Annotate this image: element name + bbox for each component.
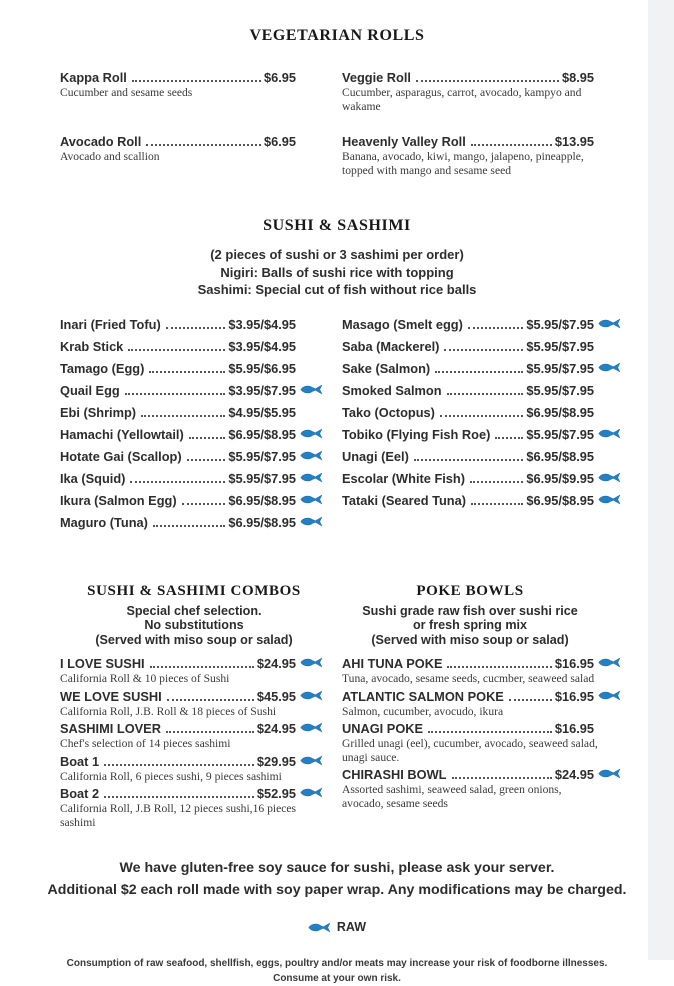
menu-item-description: Chef's selection of 14 pieces sashimi xyxy=(60,737,231,750)
section-title-poke: POKE BOWLS xyxy=(416,582,524,599)
raw-fish-icon xyxy=(598,362,621,373)
menu-item-line xyxy=(60,383,328,398)
menu-item xyxy=(342,427,626,449)
menu-item-price: $6.95/$8.95 xyxy=(228,492,296,508)
menu-item-name: Inari (Fried Tofu) xyxy=(60,316,161,332)
menu-item xyxy=(60,70,328,113)
sushi-list-right xyxy=(342,317,626,537)
menu-item-name: Kappa Roll xyxy=(60,70,127,85)
menu-item xyxy=(60,656,328,686)
menu-item xyxy=(60,786,328,829)
combos-items xyxy=(60,656,328,829)
menu-item-name: Tamago (Egg) xyxy=(60,360,145,376)
sushi-sashimi-notes xyxy=(0,246,674,299)
raw-fish-icon xyxy=(598,657,621,668)
raw-marker-slot xyxy=(296,494,328,505)
raw-marker-slot xyxy=(296,450,328,461)
dotted-leader xyxy=(444,349,523,351)
dotted-leader xyxy=(414,459,524,461)
raw-fish-icon xyxy=(598,318,621,329)
dotted-leader xyxy=(141,415,225,417)
dotted-leader xyxy=(509,699,552,701)
dotted-leader xyxy=(132,80,261,82)
menu-item-line xyxy=(342,339,626,354)
menu-item-price: $16.95 xyxy=(554,688,594,704)
raw-fish-icon xyxy=(300,472,323,483)
raw-fish-icon xyxy=(598,428,621,439)
raw-marker-slot xyxy=(594,318,626,329)
menu-item-name: Maguro (Tuna) xyxy=(60,514,148,530)
menu-item-line xyxy=(342,427,626,442)
dotted-leader xyxy=(166,731,254,733)
menu-item-price: $6.95 xyxy=(263,134,296,149)
dotted-leader xyxy=(468,327,524,329)
raw-fish-icon xyxy=(300,450,323,461)
menu-item-price: $5.95/$6.95 xyxy=(228,360,296,376)
page-edge-strip xyxy=(648,0,674,960)
menu-item xyxy=(342,339,626,361)
menu-item-price: $29.95 xyxy=(256,753,296,769)
raw-marker-slot xyxy=(296,690,328,701)
dotted-leader xyxy=(167,699,254,701)
menu-item-line xyxy=(60,427,328,442)
menu-item-line xyxy=(342,493,626,508)
menu-item-line xyxy=(342,134,626,149)
menu-item-line xyxy=(342,471,626,486)
menu-item-description: California Roll, J.B. Roll & 18 pieces of Sushi xyxy=(60,704,277,718)
poke-items xyxy=(342,656,626,810)
menu-item-line xyxy=(60,70,328,85)
dotted-leader xyxy=(440,415,523,417)
menu-item xyxy=(60,689,328,719)
dotted-leader xyxy=(447,666,551,668)
menu-item-price: $24.95 xyxy=(256,656,296,671)
menu-item xyxy=(60,339,328,361)
menu-item-price: $5.95/$7.95 xyxy=(526,426,594,442)
raw-fish-icon xyxy=(300,787,323,798)
menu-item xyxy=(60,721,328,751)
note-line: No substitutions xyxy=(144,618,244,632)
menu-item-name: Ika (Squid) xyxy=(60,470,126,486)
menu-item-price: $4.95/$5.95 xyxy=(228,404,296,420)
menu-item-description: Grilled unagi (eel), cucumber, avocado, seaweed salad, unagi sauce. xyxy=(342,737,598,764)
raw-marker-slot xyxy=(296,428,328,439)
menu-item-name: Tako (Octopus) xyxy=(342,404,435,420)
menu-item xyxy=(60,383,328,405)
menu-item xyxy=(60,317,328,339)
dotted-leader xyxy=(104,796,254,798)
dotted-leader xyxy=(150,666,254,668)
menu-item-line xyxy=(60,656,328,671)
dotted-leader xyxy=(428,731,552,733)
raw-fish-icon xyxy=(598,472,621,483)
raw-fish-icon xyxy=(300,722,323,733)
raw-fish-icon xyxy=(300,755,323,766)
menu-item-line xyxy=(342,656,626,671)
raw-marker-slot xyxy=(296,516,328,527)
menu-item xyxy=(60,449,328,471)
section-title-sushi-sashimi: SUSHI & SASHIMI xyxy=(263,217,411,234)
menu-item-line xyxy=(60,339,328,354)
menu-item-name: Boat 2 xyxy=(60,786,100,801)
menu-item-price: $6.95/$8.95 xyxy=(526,448,594,464)
menu-item-name: AHI TUNA POKE xyxy=(342,656,443,671)
dotted-leader xyxy=(189,437,226,439)
poke-column xyxy=(342,537,626,833)
raw-legend xyxy=(0,920,674,934)
menu-item-line xyxy=(60,689,328,704)
dotted-leader xyxy=(104,764,254,766)
raw-marker-slot xyxy=(594,768,626,779)
raw-marker-slot xyxy=(594,428,626,439)
dotted-leader xyxy=(187,459,226,461)
dotted-leader xyxy=(125,393,226,395)
raw-fish-icon xyxy=(300,516,323,527)
note-line: Sushi grade raw fish over sushi rice xyxy=(362,603,578,618)
menu-item-price: $5.95/$7.95 xyxy=(526,316,594,332)
menu-item-line xyxy=(60,317,328,332)
menu-item xyxy=(60,405,328,427)
menu-item-name: Krab Stick xyxy=(60,338,124,354)
menu-item-price: $13.95 xyxy=(554,134,594,149)
dotted-leader xyxy=(166,327,226,329)
menu-item-name: CHIRASHI BOWL xyxy=(342,767,447,782)
menu-item-price: $5.95/$7.95 xyxy=(526,338,594,354)
menu-item xyxy=(342,689,626,719)
menu-item xyxy=(342,767,626,810)
note-line: (Served with miso soup or salad) xyxy=(95,632,293,647)
menu-item-description: California Roll, J.B Roll, 12 pieces sushi,16 pieces sashimi xyxy=(60,802,297,829)
footer-soy-paper-note: Additional $2 each roll made with soy paper wrap. Any modifications may be charged. xyxy=(47,882,627,898)
disclaimer-line-1: Consumption of raw seafood, shellfish, eggs, poultry and/or meats may increase your risk of foodborne illnesses. xyxy=(66,958,608,969)
section-title-combos: SUSHI & SASHIMI COMBOS xyxy=(87,582,301,599)
menu-item-price: $24.95 xyxy=(554,767,594,782)
note-line: Special chef selection. xyxy=(126,603,262,618)
menu-item-price: $52.95 xyxy=(256,786,296,801)
menu-item-line xyxy=(60,471,328,486)
menu-item-line xyxy=(342,361,626,376)
menu-item-line xyxy=(342,767,626,782)
raw-fish-icon xyxy=(300,657,323,668)
menu-item-name: Heavenly Valley Roll xyxy=(342,134,466,149)
note-line: Nigiri: Balls of sushi rice with topping xyxy=(220,264,454,280)
raw-marker-slot xyxy=(296,755,328,766)
menu-item-description: Banana, avocado, kiwi, mango, jalapeno, pineapple, topped with mango and sesame seed xyxy=(342,150,584,177)
menu-item-price: $16.95 xyxy=(554,656,594,671)
dotted-leader xyxy=(447,393,524,395)
dotted-leader xyxy=(495,437,523,439)
poke-notes xyxy=(342,604,598,648)
raw-marker-slot xyxy=(594,472,626,483)
menu-item-price: $6.95/$8.95 xyxy=(526,492,594,508)
menu-item-line xyxy=(342,70,626,85)
dotted-leader xyxy=(153,525,225,527)
menu-item xyxy=(60,754,328,784)
menu-item xyxy=(342,449,626,471)
menu-item xyxy=(342,361,626,383)
disclaimer-block xyxy=(0,956,674,986)
menu-item-line xyxy=(342,383,626,398)
menu-item-price: $6.95/$9.95 xyxy=(526,470,594,486)
combos-column xyxy=(60,537,328,833)
menu-item-line xyxy=(60,449,328,464)
raw-fish-icon xyxy=(308,922,331,933)
menu-item-price: $45.95 xyxy=(256,688,296,704)
menu-item xyxy=(342,317,626,339)
note-line: (2 pieces of sushi or 3 sashimi per order) xyxy=(210,247,464,262)
menu-item-name: SASHIMI LOVER xyxy=(60,721,161,736)
raw-marker-slot xyxy=(594,362,626,373)
menu-item xyxy=(60,471,328,493)
menu-item-description: Assorted sashimi, seaweed salad, green onions, avocado, sesame seeds xyxy=(342,783,562,810)
menu-item-name: Sake (Salmon) xyxy=(342,360,431,376)
menu-item xyxy=(342,493,626,515)
menu-item-price: $5.95/$7.95 xyxy=(228,448,296,464)
dotted-leader xyxy=(128,349,225,351)
menu-item-name: Tataki (Seared Tuna) xyxy=(342,492,466,508)
menu-item-price: $3.95/$4.95 xyxy=(228,338,296,354)
menu-item-line xyxy=(60,134,328,149)
menu-item-price: $8.95 xyxy=(561,70,594,85)
raw-fish-icon xyxy=(300,384,323,395)
menu-item-price: $6.95/$8.95 xyxy=(228,514,296,530)
raw-marker-slot xyxy=(296,384,328,395)
menu-item-line xyxy=(60,754,328,769)
menu-item-price: $6.95/$8.95 xyxy=(526,404,594,420)
raw-marker-slot xyxy=(296,722,328,733)
menu-item-name: Smoked Salmon xyxy=(342,382,442,398)
menu-item xyxy=(342,70,626,113)
menu-item-line xyxy=(342,317,626,332)
menu-item-line xyxy=(60,786,328,801)
menu-item-name: Veggie Roll xyxy=(342,70,411,85)
menu-item xyxy=(342,134,626,177)
dotted-leader xyxy=(182,503,226,505)
menu-item-line xyxy=(60,515,328,530)
menu-item-line xyxy=(342,689,626,704)
menu-item-description: California Roll, 6 pieces sushi, 9 pieces sashimi xyxy=(60,769,282,783)
menu-item-name: Unagi (Eel) xyxy=(342,448,409,464)
menu-item-line xyxy=(342,721,626,736)
menu-item xyxy=(60,427,328,449)
menu-item-name: Hotate Gai (Scallop) xyxy=(60,448,182,464)
menu-item-price: $6.95/$8.95 xyxy=(228,426,296,442)
menu-item-name: UNAGI POKE xyxy=(342,721,424,736)
note-line: Sashimi: Special cut of fish without rice balls xyxy=(197,282,477,297)
menu-item-name: Boat 1 xyxy=(60,753,100,769)
menu-item-description: Salmon, cucumber, avocudo, ikura xyxy=(342,704,504,718)
dotted-leader xyxy=(470,481,523,483)
menu-item-name: Ikura (Salmon Egg) xyxy=(60,492,177,508)
vegetarian-items-grid xyxy=(60,70,674,177)
raw-legend-label: RAW xyxy=(336,920,367,934)
menu-item-price: $16.95 xyxy=(554,721,594,736)
menu-item-price: $5.95/$7.95 xyxy=(526,360,594,376)
menu-item-price: $5.95/$7.95 xyxy=(526,382,594,398)
raw-marker-slot xyxy=(594,494,626,505)
menu-item-name: Tobiko (Flying Fish Roe) xyxy=(342,426,491,442)
menu-item-description: California Roll & 10 pieces of Sushi xyxy=(60,672,230,685)
raw-fish-icon xyxy=(598,768,621,779)
menu-item-name: Ebi (Shrimp) xyxy=(60,404,137,420)
menu-item-line xyxy=(60,721,328,736)
dotted-leader xyxy=(452,777,552,779)
menu-item-description: Cucumber and sesame seeds xyxy=(60,86,193,99)
disclaimer-line-2: Consume at your own risk. xyxy=(273,973,401,984)
menu-item xyxy=(60,515,328,537)
menu-item xyxy=(342,471,626,493)
menu-item xyxy=(342,656,626,686)
menu-item xyxy=(60,361,328,383)
menu-item-price: $24.95 xyxy=(256,721,296,736)
menu-item-name: ATLANTIC SALMON POKE xyxy=(342,688,504,704)
raw-marker-slot xyxy=(296,657,328,668)
menu-item xyxy=(60,493,328,515)
menu-item xyxy=(342,405,626,427)
dotted-leader xyxy=(416,80,559,82)
menu-item-name: Avocado Roll xyxy=(60,134,142,149)
menu-item-name: Saba (Mackerel) xyxy=(342,338,440,354)
menu-item-name: I LOVE SUSHI xyxy=(60,656,145,671)
menu-item-name: Hamachi (Yellowtail) xyxy=(60,426,184,442)
raw-fish-icon xyxy=(300,494,323,505)
menu-item-description: Cucumber, asparagus, carrot, avocado, kampyo and wakame xyxy=(342,86,582,113)
combos-poke-columns xyxy=(60,537,674,833)
dotted-leader xyxy=(146,144,261,146)
sushi-sashimi-columns xyxy=(60,299,674,537)
menu-item-description: Avocado and scallion xyxy=(60,150,160,163)
menu-item-price: $3.95/$4.95 xyxy=(228,316,296,332)
menu-item-name: Masago (Smelt egg) xyxy=(342,316,463,332)
menu-item-line xyxy=(60,405,328,420)
dotted-leader xyxy=(471,144,552,146)
raw-fish-icon xyxy=(598,494,621,505)
raw-fish-icon xyxy=(308,922,331,933)
menu-item xyxy=(60,134,328,177)
note-line: (Served with miso soup or salad) xyxy=(371,632,569,647)
menu-item-price: $5.95/$7.95 xyxy=(228,470,296,486)
menu-item xyxy=(342,721,626,764)
footer-gluten-free-note: We have gluten-free soy sauce for sushi, please ask your server. xyxy=(119,860,555,876)
menu-item-description: Tuna, avocado, sesame seeds, cucmber, seaweed salad xyxy=(342,672,595,685)
note-line: or fresh spring mix xyxy=(412,618,528,632)
dotted-leader xyxy=(435,371,523,373)
menu-item-name: Quail Egg xyxy=(60,382,120,398)
sushi-list-left xyxy=(60,317,328,537)
raw-marker-slot xyxy=(296,787,328,798)
menu-item-line xyxy=(342,449,626,464)
dotted-leader xyxy=(471,503,523,505)
dotted-leader xyxy=(149,371,225,373)
raw-marker-slot xyxy=(296,472,328,483)
menu-item-line xyxy=(60,361,328,376)
raw-fish-icon xyxy=(300,428,323,439)
menu-item-line xyxy=(60,493,328,508)
menu-item-name: WE LOVE SUSHI xyxy=(60,688,162,704)
menu-item-line xyxy=(342,405,626,420)
raw-marker-slot xyxy=(594,690,626,701)
dotted-leader xyxy=(130,481,225,483)
combos-notes xyxy=(60,604,328,648)
raw-fish-icon xyxy=(598,690,621,701)
raw-marker-slot xyxy=(594,657,626,668)
menu-item-price: $3.95/$7.95 xyxy=(228,382,296,398)
menu-item xyxy=(342,383,626,405)
menu-item-name: Escolar (White Fish) xyxy=(342,470,466,486)
menu-item-price: $6.95 xyxy=(263,70,296,85)
section-title-vegetarian: VEGETARIAN ROLLS xyxy=(249,27,425,44)
raw-fish-icon xyxy=(300,690,323,701)
